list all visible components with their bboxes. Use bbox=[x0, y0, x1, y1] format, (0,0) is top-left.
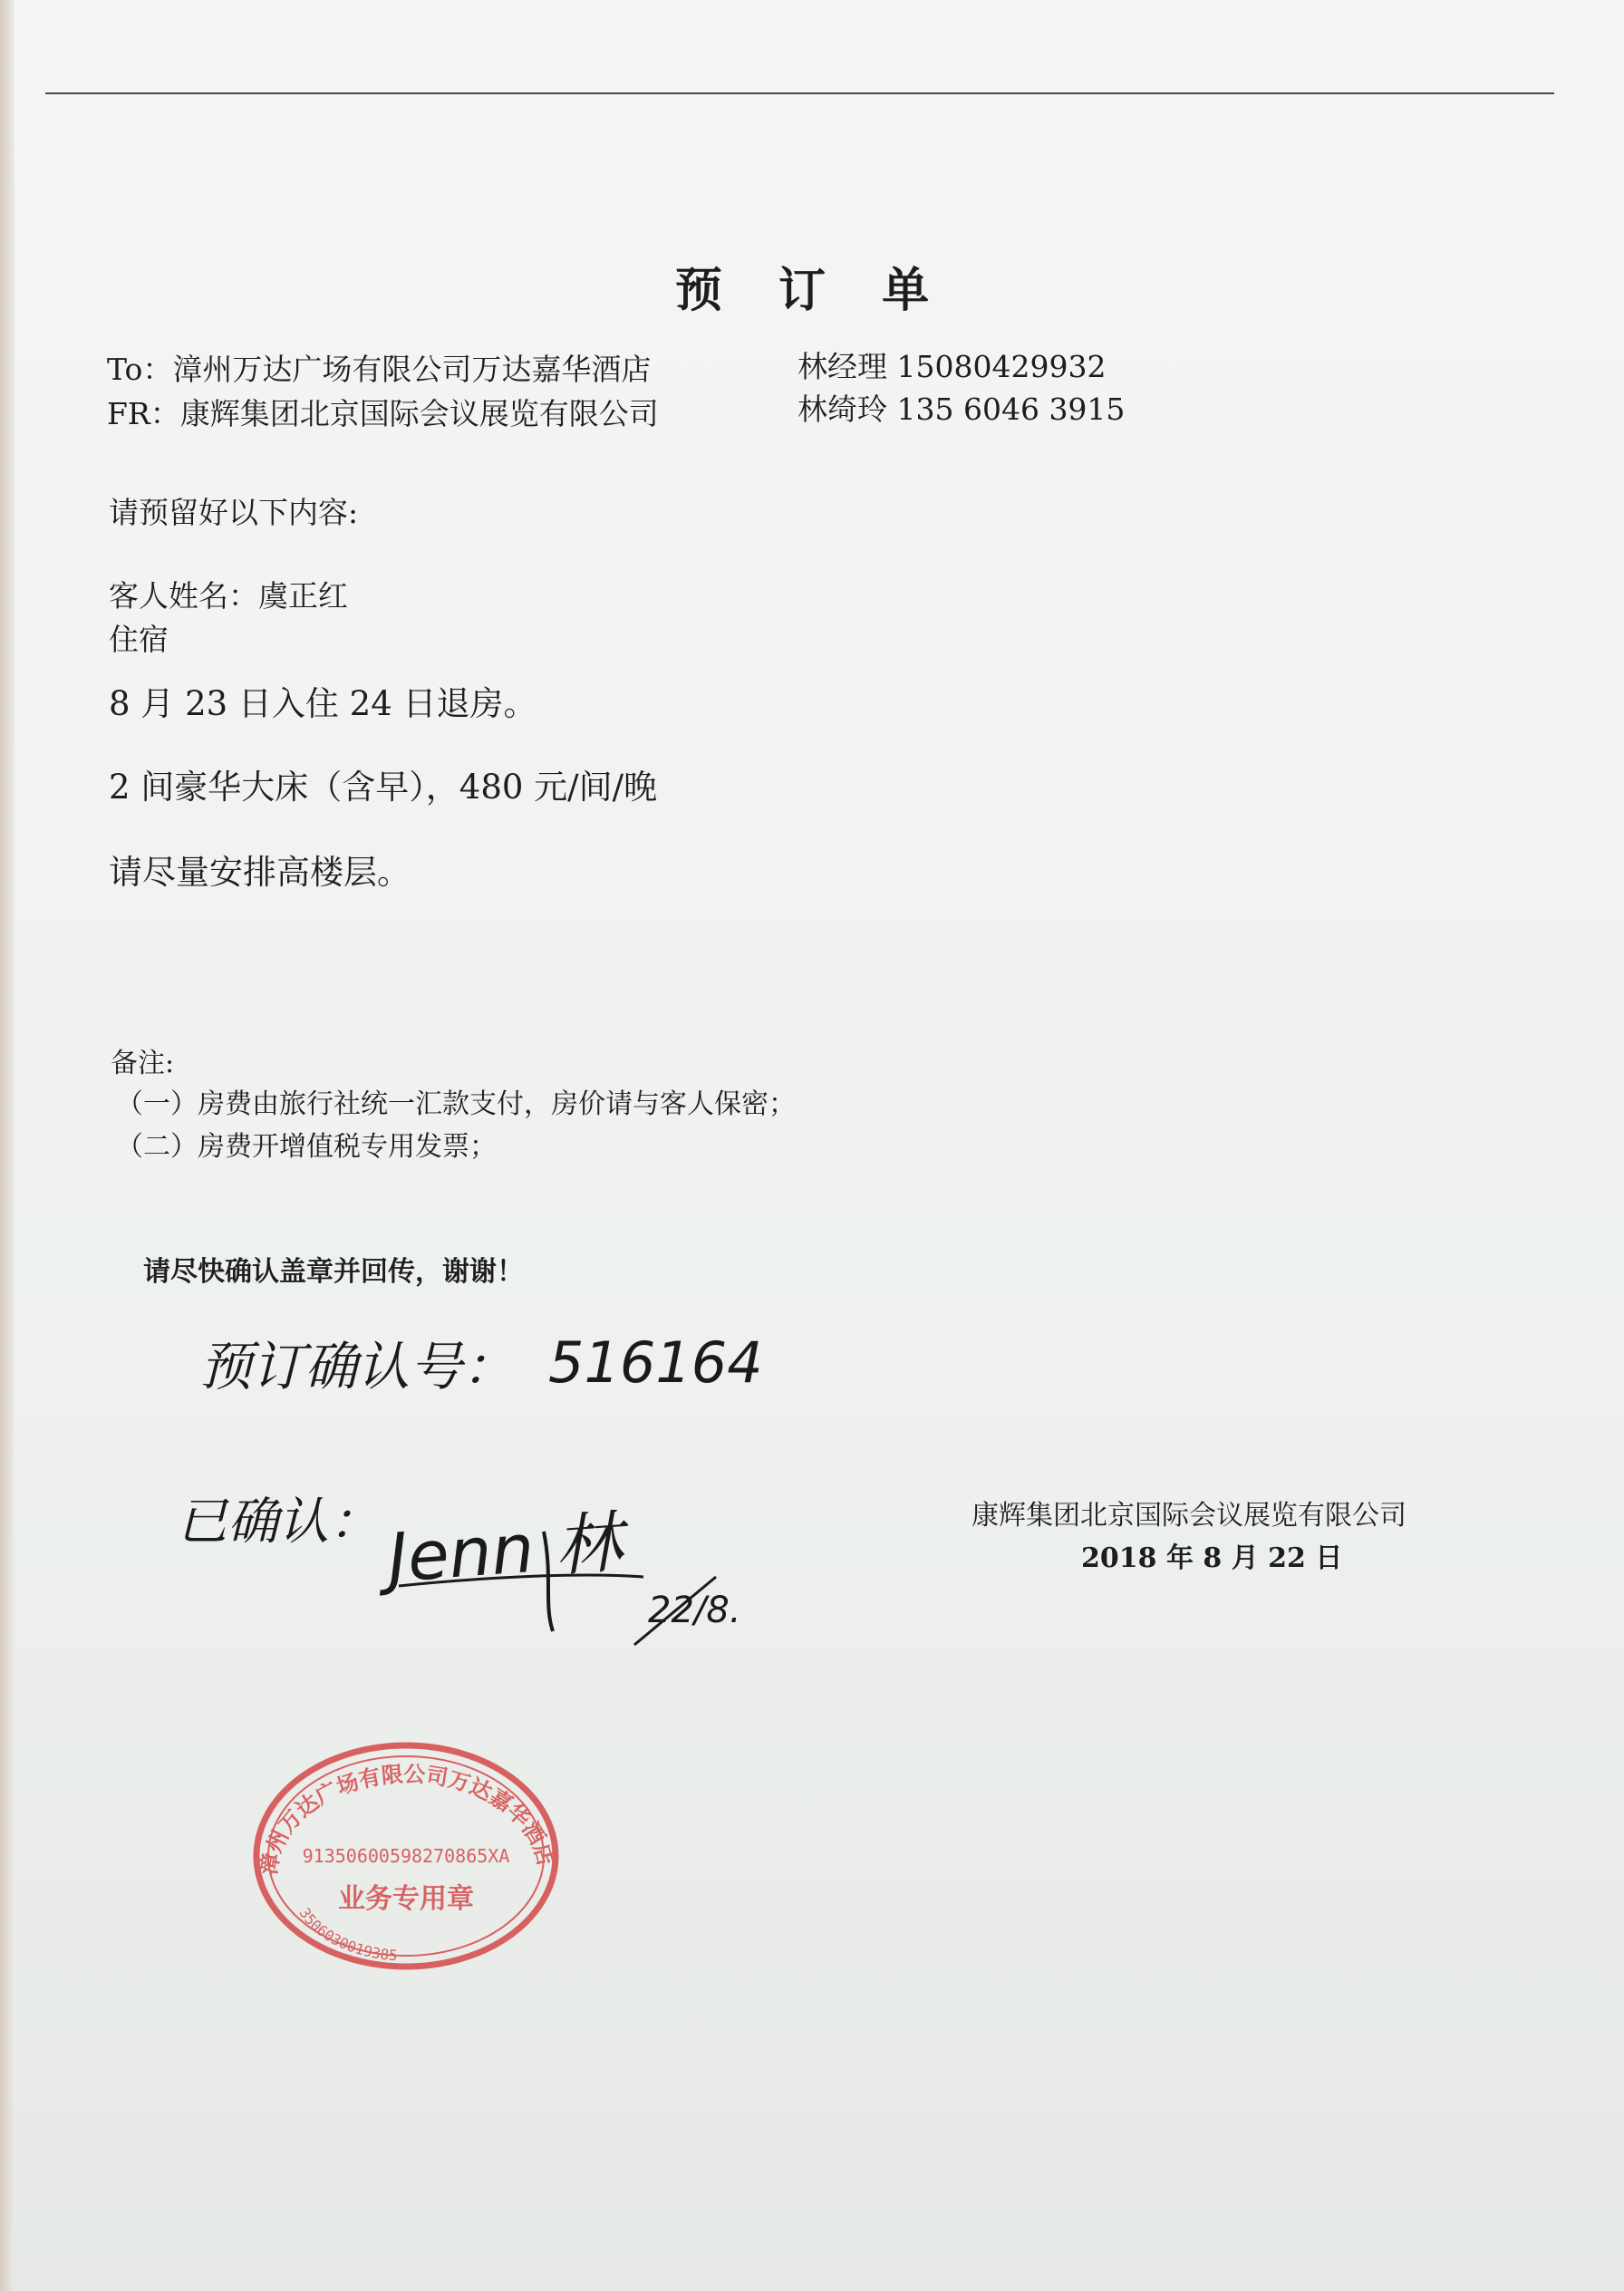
notes-label: 备注: bbox=[111, 1048, 175, 1079]
stamp-bottom-text: 业务专用章 bbox=[338, 1883, 474, 1915]
to-name: 漳州万达广场有限公司万达嘉华酒店 bbox=[172, 352, 652, 387]
stamp-serial: 3506030019385 bbox=[295, 1904, 399, 1965]
confirm-number: 516164 bbox=[548, 1329, 763, 1396]
fr-label: FR： bbox=[107, 396, 180, 431]
fr-contact: 林绮玲 135 6046 3915 bbox=[798, 392, 1126, 427]
room-info: 2 间豪华大床（含早），480 元/间/晚 bbox=[109, 768, 658, 807]
company-seal-stamp bbox=[256, 1745, 558, 1967]
confirmed-label: 已确认： bbox=[177, 1493, 380, 1552]
signature-date: 22/8. bbox=[648, 1590, 741, 1631]
signature: Jenn 林 bbox=[385, 1503, 625, 1598]
sender-date: 2018 年 8 月 22 日 bbox=[1081, 1542, 1343, 1574]
sender-company: 康辉集团北京国际会议展览有限公司 bbox=[972, 1500, 1406, 1532]
to-contact: 林经理 15080429932 bbox=[798, 349, 1107, 384]
intro-text: 请预留好以下内容: bbox=[109, 495, 359, 530]
closing-request: 请尽快确认盖章并回传，谢谢！ bbox=[143, 1256, 524, 1288]
document-title: 预 订 单 bbox=[674, 264, 950, 318]
lodging-label: 住宿 bbox=[109, 622, 169, 657]
stamp-center-code: 91350600598270865XA bbox=[302, 1845, 510, 1867]
stamp-outer-text: 漳州万达广场有限公司万达嘉华酒店 bbox=[256, 1761, 559, 1877]
stay-dates: 8 月 23 日入住 24 日退房。 bbox=[109, 684, 537, 723]
note-item-1: （一）房费由旅行社统一汇款支付，房价请与客人保密； bbox=[116, 1088, 796, 1120]
confirm-number-label: 预订确认号： bbox=[199, 1336, 516, 1397]
fr-name: 康辉集团北京国际会议展览有限公司 bbox=[179, 396, 659, 431]
note-item-2: （二）房费开增值税专用发票； bbox=[116, 1131, 497, 1163]
floor-request: 请尽量安排高楼层。 bbox=[109, 853, 411, 892]
to-label: To： bbox=[107, 352, 173, 387]
guest-name: 客人姓名：虞正红 bbox=[109, 578, 348, 614]
